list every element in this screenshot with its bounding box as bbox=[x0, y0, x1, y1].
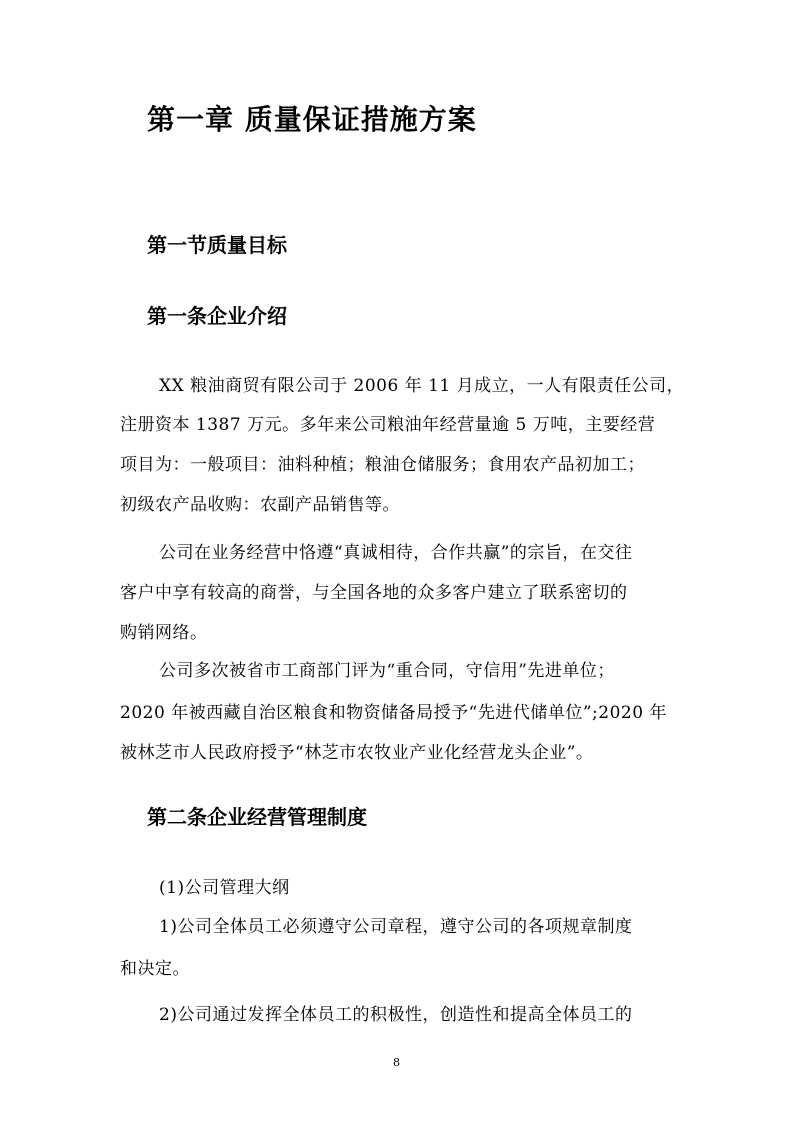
article2-line: 和决定。 bbox=[120, 959, 190, 979]
article1-line: 公司多次被省市工商部门评为“重合同，守信用”先进单位； bbox=[159, 661, 615, 681]
article1-title: 第一条企业介绍 bbox=[147, 304, 287, 328]
article1-line: 初级农产品收购：农副产品销售等。 bbox=[120, 495, 400, 515]
article1-line: 购销网络。 bbox=[120, 623, 208, 643]
article2-line: (1)公司管理大纲 bbox=[159, 878, 290, 898]
article1-line: 公司在业务经营中恪遵“真诚相待，合作共赢”的宗旨，在交往 bbox=[159, 543, 633, 563]
page-number: 8 bbox=[393, 1056, 400, 1069]
chapter-title: 第一章 质量保证措施方案 bbox=[147, 103, 477, 136]
article2-line: 1)公司全体员工必须遵守公司章程，遵守公司的各项规章制度 bbox=[159, 917, 633, 937]
article2-line: 2)公司通过发挥全体员工的积极性，创造性和提高全体员工的 bbox=[159, 1005, 633, 1025]
article1-line: XX 粮油商贸有限公司于 2006 年 11 月成立，一人有限责任公司， bbox=[159, 376, 685, 396]
article1-line: 项目为：一般项目：油料种植；粮油仓储服务；食用农产品初加工； bbox=[120, 455, 645, 475]
article1-line: 注册资本 1387 万元。多年来公司粮油年经营量逾 5 万吨，主要经营 bbox=[120, 415, 656, 435]
section-title: 第一节质量目标 bbox=[147, 233, 287, 257]
article1-line: 2020 年被西藏自治区粮食和物资储备局授予“先进代储单位”;2020 年 bbox=[120, 703, 667, 723]
article2-title: 第二条企业经营管理制度 bbox=[147, 805, 367, 829]
article1-line: 被林芝市人民政府授予“林芝市农牧业产业化经营龙头企业”。 bbox=[120, 743, 594, 763]
article1-line: 客户中享有较高的商誉，与全国各地的众多客户建立了联系密切的 bbox=[120, 583, 628, 603]
